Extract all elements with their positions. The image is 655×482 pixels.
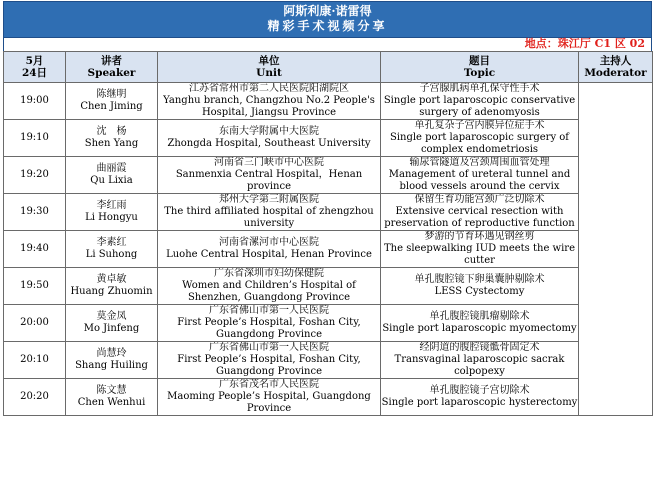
time-cell: 19:00 [4, 83, 66, 120]
header-moderator [579, 52, 653, 83]
topic-title-cn: 单孔腹腔镜子宫切除术 [429, 385, 530, 396]
topic-title-cn: 子宫腺肌病单孔保守性手术 [419, 83, 540, 94]
unit-name-en: Zhongda Hospital, Southeast University [167, 138, 371, 149]
time-cell: 19:40 [4, 231, 66, 268]
table-row [4, 268, 653, 305]
speaker-name-cn: 黄卓敏 [96, 274, 127, 285]
topic-title-cn: 保留生育功能宫颈广泛切除术 [414, 194, 545, 205]
unit-name-cn: 河南省漯河市中心医院 [219, 237, 319, 248]
header-topic-cn: 题目 [469, 55, 490, 67]
banner-subtitle: 精彩手术视频分享 [267, 19, 388, 33]
header-unit-cn: 单位 [258, 55, 280, 67]
unit-name-en: Luohe Central Hospital, Henan Province [166, 249, 372, 260]
speaker-cell [66, 120, 158, 157]
unit-cell [158, 157, 381, 194]
speaker-cell [66, 379, 158, 416]
time-cell: 20:00 [4, 305, 66, 342]
unit-cell [158, 379, 381, 416]
speaker-cell [66, 83, 158, 120]
time-cell: 19:30 [4, 194, 66, 231]
speaker-name-cn: 曲丽霞 [96, 163, 127, 174]
speaker-name-en: Li Hongyu [85, 212, 138, 223]
speaker-name-en: Mo Jinfeng [83, 323, 140, 334]
speaker-name-en: Qu Lixia [90, 175, 133, 186]
speaker-cell [66, 231, 158, 268]
location-label: 地点：珠江厅 C1 区 02 [524, 37, 645, 50]
topic-cell [381, 268, 579, 305]
unit-name-en: First People’s Hospital, Foshan City, Guangdong Province [177, 317, 361, 340]
unit-name-en: The third affiliated hospital of zhengzhou university [164, 206, 374, 229]
speaker-name-en: Huang Zhuomin [70, 286, 153, 297]
speaker-cell [66, 305, 158, 342]
header-row [4, 52, 653, 83]
unit-name-en: Sanmenxia Central Hospital，Henan province [175, 169, 363, 192]
topic-cell [381, 120, 579, 157]
header-moderator-en: Moderator [584, 67, 647, 79]
unit-name-cn: 郑州大学第三附属医院 [219, 194, 319, 205]
speaker-name-en: Chen Jiming [80, 101, 143, 112]
speaker-name-en: Chen Wenhui [77, 397, 146, 408]
topic-title-en: Extensive cervical resection with preservation of reproductive function [384, 206, 575, 229]
topic-cell [381, 379, 579, 416]
unit-name-cn: 广东省深圳市妇幼保健院 [214, 268, 324, 279]
topic-title-cn: 单孔复杂子宫内膜异位症手术 [414, 120, 545, 131]
unit-name-en: Maoming People’s Hospital, Guangdong Province [167, 391, 371, 414]
time-cell: 19:50 [4, 268, 66, 305]
banner-title: 阿斯利康·诺雷得 [283, 4, 372, 18]
topic-title-en: Single port laparoscopic hysterectomy [381, 397, 578, 408]
header-speaker-cn: 讲者 [101, 55, 122, 67]
header-unit-en: Unit [256, 67, 282, 79]
topic-title-en: The sleepwalking IUD meets the wire cutter [383, 243, 575, 266]
speaker-name-cn: 陈文慧 [96, 385, 127, 396]
unit-name-cn: 广东省茂名市人民医院 [219, 379, 319, 390]
topic-cell [381, 157, 579, 194]
moderator-cell [579, 83, 653, 416]
header-speaker [66, 52, 158, 83]
unit-cell [158, 305, 381, 342]
unit-name-cn: 河南省三门峡市中心医院 [214, 157, 324, 168]
speaker-cell [66, 194, 158, 231]
header-date [4, 52, 66, 83]
unit-cell [158, 83, 381, 120]
title-banner [3, 1, 652, 38]
speaker-name-cn: 李素红 [96, 237, 127, 248]
table-row [4, 231, 653, 268]
speaker-name-cn: 沈 杨 [96, 126, 127, 137]
header-topic [381, 52, 579, 83]
table-row [4, 120, 653, 157]
unit-name-cn: 江苏省常州市第二人民医院阳湖院区 [189, 83, 349, 94]
topic-cell [381, 305, 579, 342]
table-row [4, 342, 653, 379]
topic-title-en: Single port laparoscopic surgery of complex endometriosis [389, 132, 570, 155]
table-row [4, 305, 653, 342]
speaker-name-cn: 尚慧玲 [96, 348, 127, 359]
topic-cell [381, 83, 579, 120]
time-cell: 19:20 [4, 157, 66, 194]
time-cell: 19:10 [4, 120, 66, 157]
topic-title-cn: 经阴道的腹腔镜骶骨固定术 [419, 342, 540, 353]
speaker-cell [66, 342, 158, 379]
location-bar [3, 38, 652, 51]
unit-cell [158, 194, 381, 231]
speaker-name-cn: 陈继明 [96, 89, 127, 100]
speaker-name-en: Shang Huiling [75, 360, 148, 371]
topic-title-en: Management of ureteral tunnel and blood vessels around the cervix [388, 169, 571, 192]
unit-name-cn: 东南大学附属中大医院 [219, 126, 319, 137]
time-cell: 20:20 [4, 379, 66, 416]
speaker-cell [66, 268, 158, 305]
header-speaker-en: Speaker [87, 67, 136, 79]
unit-name-en: Yanghu branch, Changzhou No.2 People's Hospital, Jiangsu Province [163, 95, 375, 118]
table-row [4, 379, 653, 416]
header-date-month: 5月 [25, 55, 44, 67]
topic-title-cn: 输尿管隧道及宫颈周围血管处理 [409, 157, 550, 168]
time-cell: 20:10 [4, 342, 66, 379]
speaker-name-en: Shen Yang [84, 138, 139, 149]
speaker-name-cn: 莫金凤 [96, 311, 127, 322]
table-row [4, 157, 653, 194]
unit-cell [158, 342, 381, 379]
header-topic-en: Topic [463, 67, 496, 79]
topic-title-en: Transvaginal laparoscopic sacrak colpopexy [394, 354, 565, 377]
speaker-cell [66, 157, 158, 194]
topic-title-en: LESS Cystectomy [434, 286, 525, 297]
topic-cell [381, 342, 579, 379]
topic-title-en: Single port laparoscopic conservative surgery of adenomyosis [383, 95, 576, 118]
topic-cell [381, 194, 579, 231]
speaker-name-en: Li Suhong [85, 249, 138, 260]
unit-cell [158, 231, 381, 268]
unit-cell [158, 120, 381, 157]
topic-title-en: Single port laparoscopic myomectomy [382, 323, 577, 334]
header-moderator-cn: 主持人 [599, 55, 632, 67]
table-row [4, 194, 653, 231]
unit-name-cn: 广东省佛山市第一人民医院 [209, 342, 329, 353]
unit-name-en: Women and Children’s Hospital of Shenzhen, Guangdong Province [182, 280, 356, 303]
unit-name-cn: 广东省佛山市第一人民医院 [209, 305, 329, 316]
topic-cell [381, 231, 579, 268]
speaker-name-cn: 李红雨 [96, 200, 127, 211]
topic-title-cn: 单孔腹腔镜下卵巢囊肿剔除术 [414, 274, 545, 285]
header-unit [158, 52, 381, 83]
topic-title-cn: 梦游的节育环遇见钢丝剪 [424, 231, 535, 242]
topic-title-cn: 单孔腹腔镜肌瘤剔除术 [429, 311, 530, 322]
header-date-day: 24日 [21, 67, 48, 79]
unit-cell [158, 268, 381, 305]
schedule-sheet [3, 1, 652, 416]
unit-name-en: First People’s Hospital, Foshan City, Guangdong Province [177, 354, 361, 377]
table-row [4, 83, 653, 120]
schedule-table [3, 51, 653, 416]
